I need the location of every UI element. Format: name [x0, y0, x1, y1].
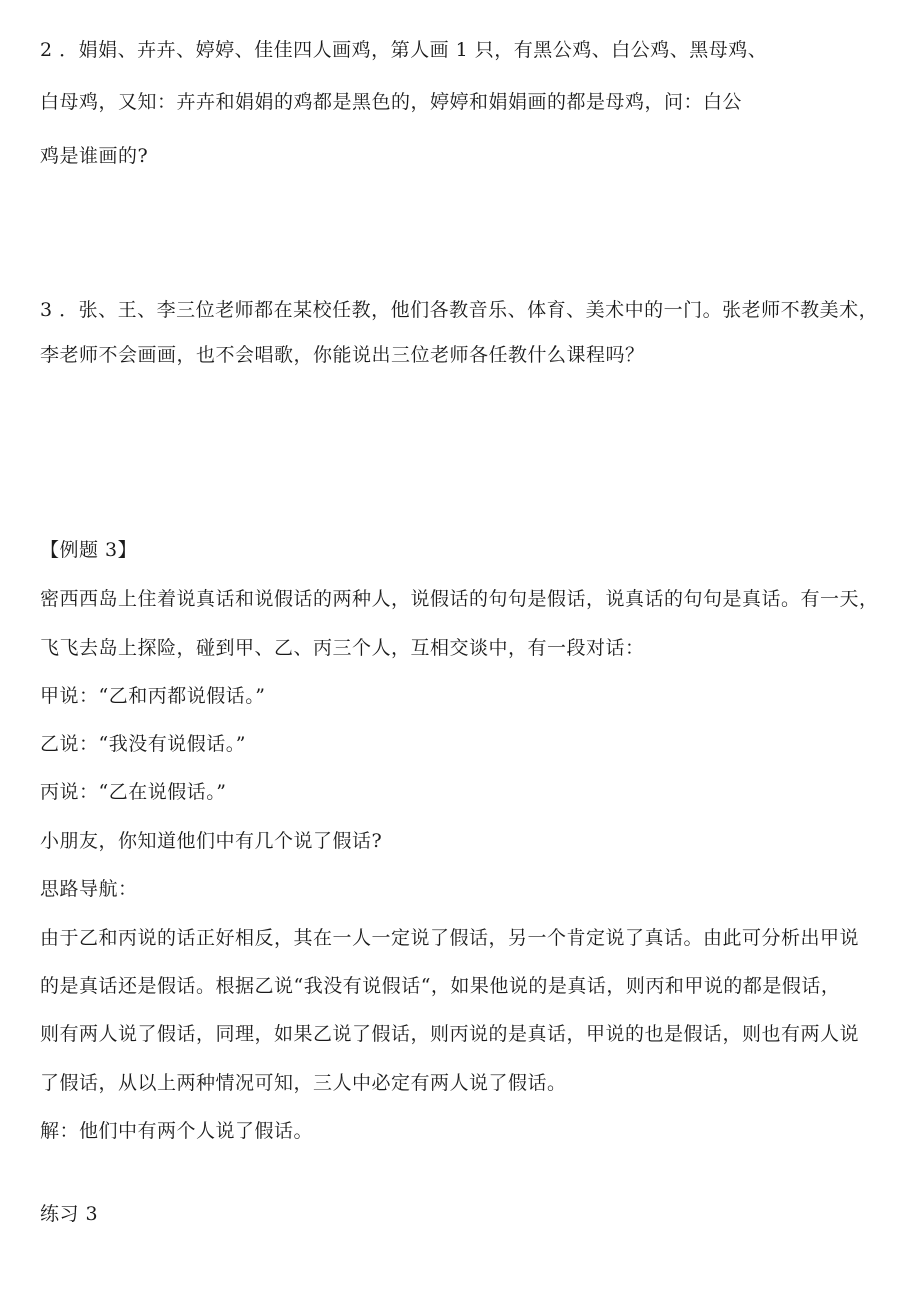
guide-line-3: 则有两人说了假话，同理，如果乙说了假话，则丙说的是真话，甲说的也是假话，则也有两人说: [40, 1023, 860, 1045]
example-3-intro-line-1: 密西西岛上住着说真话和说假话的两种人，说假话的句句是假话，说真话的句句是真话。有一天，: [40, 588, 879, 610]
example-3-question: 小朋友，你知道他们中有几个说了假话?: [40, 830, 383, 852]
problem-2-line-1: 2 ．娟娟、卉卉、婷婷、佳佳四人画鸡，第人画 1 只，有黑公鸡、白公鸡、黑母鸡、: [40, 39, 768, 61]
practice-3-heading: 练习 3: [40, 1203, 99, 1225]
problem-2-line-2: 白母鸡，又知：卉卉和娟娟的鸡都是黑色的，婷婷和娟娟画的都是母鸡，问：白公: [40, 91, 743, 113]
problem-3-line-1: 3 ．张、王、李三位老师都在某校任教，他们各教音乐、体育、美术中的一门。张老师不教美术，: [40, 299, 879, 321]
answer: 解：他们中有两个人说了假话。: [40, 1120, 314, 1142]
example-3-heading: 【例题 3】: [40, 539, 138, 561]
guide-line-2: 的是真话还是假话。根据乙说“我没有说假话“，如果他说的是真话，则丙和甲说的都是假话，: [40, 975, 841, 997]
guide-label: 思路导航：: [40, 878, 138, 900]
quote-yi: 乙说：“我没有说假话。”: [40, 733, 246, 755]
guide-line-4: 了假话，从以上两种情况可知，三人中必定有两人说了假话。: [40, 1072, 567, 1094]
guide-line-1: 由于乙和丙说的话正好相反，其在一人一定说了假话，另一个肯定说了真话。由此可分析出甲说: [40, 927, 860, 949]
quote-jia: 甲说：“乙和丙都说假话。”: [40, 685, 266, 707]
quote-bing: 丙说：“乙在说假话。”: [40, 781, 227, 803]
example-3-intro-line-2: 飞飞去岛上探险，碰到甲、乙、丙三个人，互相交谈中，有一段对话：: [40, 637, 645, 659]
problem-2-line-3: 鸡是谁画的?: [40, 145, 149, 167]
problem-3-line-2: 李老师不会画画，也不会唱歌，你能说出三位老师各任教什么课程吗？: [40, 344, 645, 366]
